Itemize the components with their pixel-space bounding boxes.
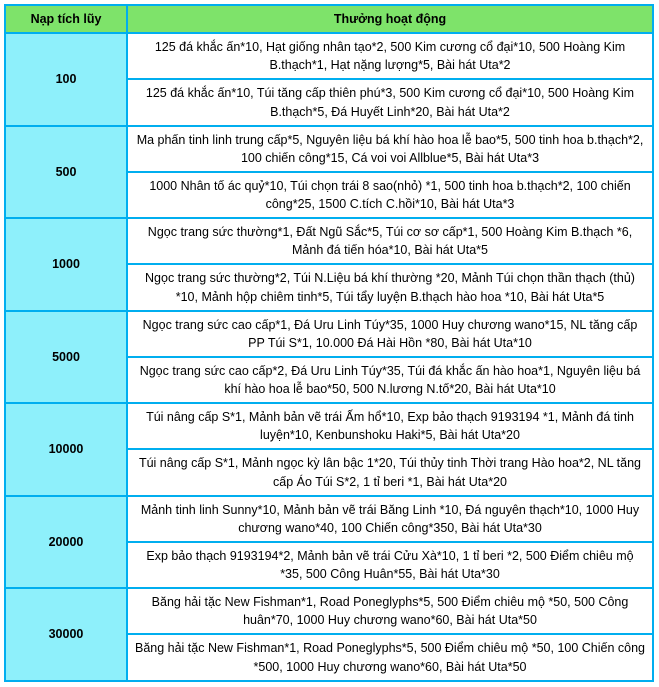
tier-value: 10000 [5, 403, 127, 496]
tier-value: 100 [5, 33, 127, 126]
table-header [5, 5, 653, 33]
tier-value: 500 [5, 126, 127, 219]
reward-value: Exp bảo thạch 9193194*2, Mảnh bản vẽ trái Cửu Xà*10, 1 tỉ beri *2, 500 Điểm chiêu mộ *35, 500 Công Huân*55, Bài hát Uta*30 [127, 542, 653, 588]
table-row [5, 496, 653, 542]
column-header-reward: Thưởng hoạt động [127, 5, 653, 33]
reward-value: Băng hải tặc New Fishman*1, Road Poneglyphs*5, 500 Điểm chiêu mộ *50, 100 Chiến công *500, 1000 Huy chương wano*60, Bài hát Uta*50 [127, 634, 653, 680]
table-row [5, 33, 653, 79]
table-row [5, 311, 653, 357]
reward-value: Túi nâng cấp S*1, Mảnh bản vẽ trái Ấm hổ*10, Exp bảo thạch 9193194 *1, Mảnh đá tinh luyện*10, Kenbunshoku Haki*5, Bài hát Uta*20 [127, 403, 653, 449]
tier-value: 20000 [5, 496, 127, 589]
table-header-row [5, 5, 653, 33]
reward-value: Mảnh tinh linh Sunny*10, Mảnh bản vẽ trái Băng Linh *10, Đá nguyên thạch*10, 1000 Huy chương wano*40, 100 Chiến công*350, Bài hát Uta*30 [127, 496, 653, 542]
tier-value: 5000 [5, 311, 127, 404]
table-row [5, 218, 653, 264]
reward-value: 125 đá khắc ấn*10, Hạt giống nhân tạo*2, 500 Kim cương cổ đại*10, 500 Hoàng Kim B.thạch*1, Hạt nặng lượng*5, Bài hát Uta*2 [127, 33, 653, 79]
reward-value: Ngọc trang sức thường*2, Túi N.Liệu bá khí thường *20, Mảnh Túi chọn thần thạch (thủ) *10, Mảnh hộp chiêm tinh*5, Túi tẩy luyện B.thạch hào hoa *10, Bài hát Uta*5 [127, 264, 653, 310]
table-body [5, 33, 653, 681]
reward-value: Túi nâng cấp S*1, Mảnh ngọc kỳ lân bậc 1*20, Túi thủy tinh Thời trang Hào hoa*2, NL tăng cấp Áo Túi S*2, 1 tỉ beri *1, Bài hát Uta*20 [127, 449, 653, 495]
reward-value: Ngọc trang sức cao cấp*1, Đá Uru Linh Túy*35, 1000 Huy chương wano*15, NL tăng cấp PP Túi S*1, 10.000 Đá Hài Hồn *80, Bài hát Uta*10 [127, 311, 653, 357]
cumulative-recharge-reward-table [4, 4, 654, 682]
tier-value: 30000 [5, 588, 127, 681]
reward-value: Ngọc trang sức thường*1, Đất Ngũ Sắc*5, Túi cơ sơ cấp*1, 500 Hoàng Kim B.thạch *6, Mảnh đá tiến hóa*10, Bài hát Uta*5 [127, 218, 653, 264]
tier-value: 1000 [5, 218, 127, 311]
reward-value: 125 đá khắc ấn*10, Túi tăng cấp thiên phú*3, 500 Kim cương cổ đại*10, 500 Hoàng Kim B.thạch*5, Đá Huyết Linh*20, Bài hát Uta*2 [127, 79, 653, 125]
column-header-tier: Nạp tích lũy [5, 5, 127, 33]
reward-value: Ma phấn tinh linh trung cấp*5, Nguyên liệu bá khí hào hoa lễ bao*5, 500 tinh hoa b.thạch*2, 100 chiến công*15, Cá voi voi Allblue*5, Bài hát Uta*3 [127, 126, 653, 172]
reward-value: Băng hải tặc New Fishman*1, Road Poneglyphs*5, 500 Điểm chiêu mộ *50, 500 Công huân*70, 1000 Huy chương wano*60, Bài hát Uta*50 [127, 588, 653, 634]
table-row [5, 588, 653, 634]
reward-value: Ngọc trang sức cao cấp*2, Đá Uru Linh Túy*35, Túi đá khắc ấn hào hoa*1, Nguyên liệu bá khí hào hoa lễ bao*50, 500 N.lương N.tố*20, Bài hát Uta*10 [127, 357, 653, 403]
table-row [5, 126, 653, 172]
reward-value: 1000 Nhân tố ác quỷ*10, Túi chọn trái 8 sao(nhỏ) *1, 500 tinh hoa b.thạch*2, 100 chiến công*25, 1500 C.tích C.hồi*10, Bài hát Uta*3 [127, 172, 653, 218]
table-row [5, 403, 653, 449]
